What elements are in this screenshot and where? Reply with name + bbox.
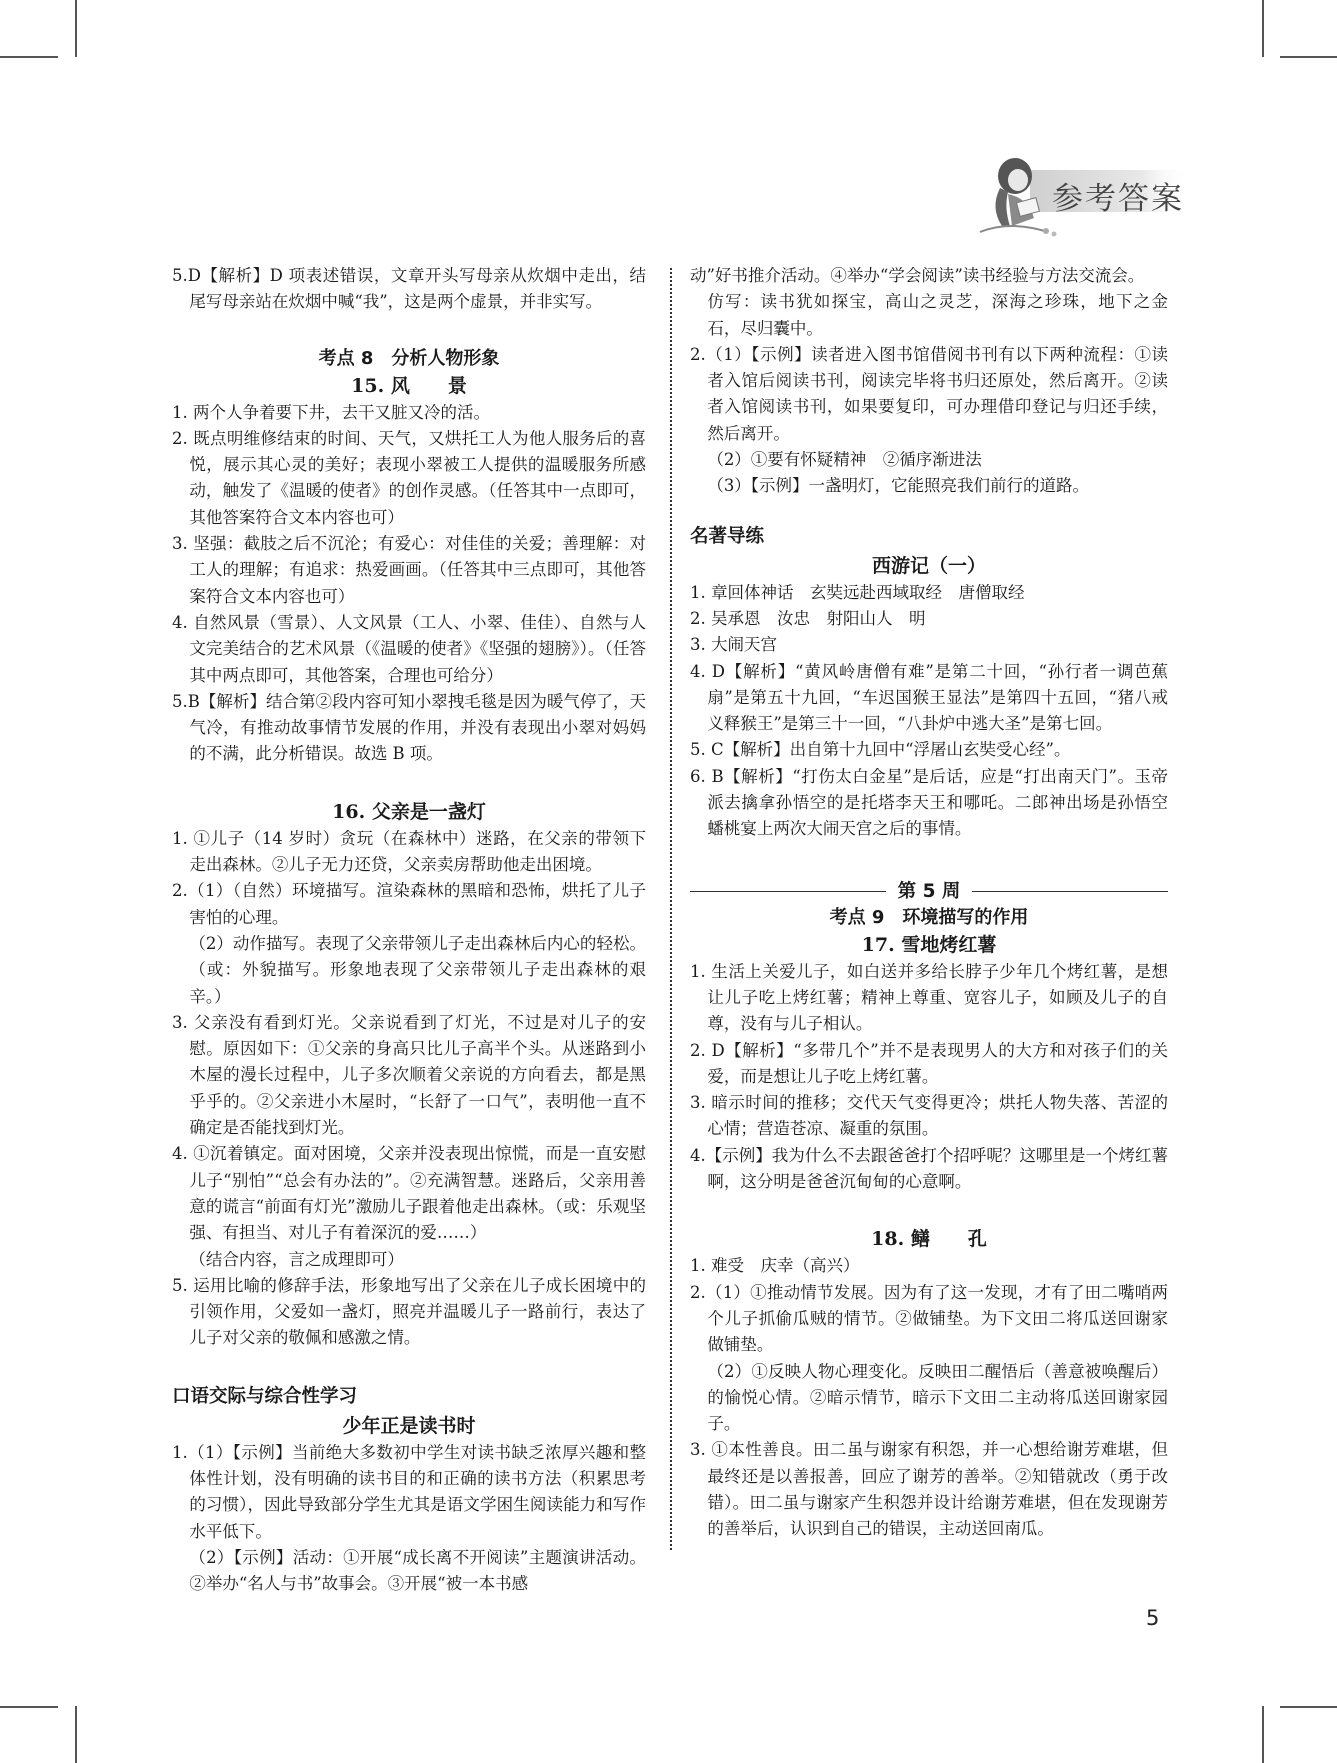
- answer-item: 2. 吴承恩 汝忠 射阳山人 明: [690, 608, 926, 628]
- crop-mark: [1280, 56, 1337, 58]
- answer-subitem: （3）【示例】一盏明灯，它能照亮我们前行的道路。: [707, 476, 1090, 496]
- answer-item: 2. 既点明维修结束的时间、天气，又烘托工人为他人服务后的喜悦，展示其心灵的美好；表现小翠被工人提供的温暖服务所感动，触发了《温暖的使者》的创作灵感。（任答其中一点即可，其他答案符合文本内容也可）: [172, 428, 646, 527]
- answer-item: 2.（1）（自然）环境描写。渲染森林的黑暗和恐怖，烘托了儿子害怕的心理。: [172, 881, 646, 927]
- answer-item: 5.D【解析】D 项表述错误，文章开头写母亲从炊烟中走出，结尾写母亲站在炊烟中喊“我”，这是两个虚景，并非实写。: [172, 266, 646, 312]
- crop-mark: [75, 0, 77, 57]
- article-15-title: 15. 风 景: [351, 374, 467, 397]
- answer-continuation: 动”好书推介活动。④举办“学会阅读”读书经验与方法交流会。: [690, 266, 1145, 285]
- crop-mark: [1262, 1706, 1264, 1763]
- answer-item: 4. 自然风景（雪景）、人文风景（工人、小翠、佳佳）、自然与人文完美结合的艺术风景（《温暖的使者》《坚强的翅膀》）。（任答其中两点即可，其他答案，合理也可给分）: [172, 612, 646, 685]
- article-17-title: 17. 雪地烤红薯: [861, 933, 997, 956]
- crop-mark: [1280, 1706, 1337, 1708]
- answer-item: 2.（1）①推动情节发展。因为有了这一发现，才有了田二嘴哨两个儿子抓偷瓜贼的情节。②做铺垫。为下文田二将瓜送回谢家做铺垫。: [690, 1282, 1168, 1355]
- answer-item: 4.【示例】我为什么不去跟爸爸打个招呼呢？这哪里是一个烤红薯啊，这分明是爸爸沉甸甸的心意啊。: [690, 1145, 1168, 1192]
- answer-subitem: （2）动作描写。表现了父亲带领儿子走出森林后内心的轻松。（或：外貌描写。形象地表现了父亲带领儿子走出森林的艰辛。）: [189, 933, 646, 1006]
- header-title: 参考答案: [1052, 181, 1184, 217]
- answer-item: 2. D【解析】“多带几个”并不是表现男人的大方和对孩子们的关爱，而是想让儿子吃上烤红薯。: [690, 1040, 1168, 1086]
- kaodian-9-heading: 考点 9 环境描写的作用: [829, 906, 1029, 928]
- answer-item: 5. 运用比喻的修辞手法，形象地写出了父亲在儿子成长困境中的引领作用，父爱如一盏灯，照亮并温暖儿子一路前行，表达了儿子对父亲的敬佩和感激之情。: [172, 1275, 646, 1348]
- column-divider: [670, 268, 672, 1550]
- answer-item: 2.（1）【示例】读者进入图书馆借阅书刊有以下两种流程：①读者入馆后阅读书刊，阅读完毕将书归还原处，然后离开。②读者入馆阅读书刊，如果要复印，可办理借印登记与归还手续，然后离开。: [690, 344, 1168, 443]
- answer-subitem: （2）【示例】活动：①开展“成长离不开阅读”主题演讲活动。②举办“名人与书”故事会。③开展“被一本书感: [189, 1547, 646, 1594]
- oral-section-heading: 口语交际与综合性学习: [172, 1385, 358, 1407]
- answer-item: 1. 生活上关爱儿子，如白送并多给长脖子少年几个烤红薯，是想让儿子吃上烤红薯；精神上尊重、宽容儿子，如顾及儿子的自尊，没有与儿子相认。: [690, 961, 1168, 1034]
- answer-item: 1. 章回体神话 玄奘远赴西域取经 唐僧取经: [690, 582, 1025, 602]
- answer-item: 3. 大闹天宫: [690, 635, 777, 655]
- crop-mark: [75, 1706, 77, 1763]
- crop-mark: [0, 56, 58, 58]
- answer-subitem: （结合内容，言之成理即可）: [189, 1249, 404, 1269]
- answer-subitem: （2）①反映人物心理变化。反映田二醒悟后（善意被唤醒后）的愉悦心情。②暗示情节，暗示下文田二主动将瓜送回谢家园子。: [707, 1361, 1168, 1434]
- answer-item: 5.B【解析】结合第②段内容可知小翠拽毛毯是因为暖气停了，天气冷，有推动故事情节发展的作用，并没有表现出小翠对妈妈的不满，此分析错误。故选 B 项。: [172, 691, 646, 764]
- answer-subitem: （2）①要有怀疑精神 ②循序渐进法: [707, 450, 982, 470]
- mingzhu-section-heading: 名著导练: [690, 525, 765, 547]
- answer-item: 3. 暗示时间的推移；交代天气变得更冷；烘托人物失落、苦涩的心情；营造苍凉、凝重的氛围。: [690, 1093, 1168, 1139]
- article-16-title: 16. 父亲是一盏灯: [332, 800, 486, 823]
- article-18-title: 18. 鳝 孔: [871, 1228, 987, 1251]
- answer-item: 5. C【解析】出自第十九回中“浮屠山玄奘受心经”。: [690, 740, 1071, 760]
- week-divider: [690, 879, 1168, 905]
- page-number: 5: [1146, 1606, 1160, 1630]
- left-column: [172, 263, 646, 1597]
- mingzhu-book-title: 西游记（一）: [871, 554, 986, 577]
- answer-item: 6. B【解析】“打伤太白金星”是后话，应是“打出南天门”。玉帝派去擒拿孙悟空的是托塔李天王和哪吒。二郎神出场是孙悟空蟠桃宴上两次大闹天宫之后的事情。: [690, 766, 1168, 839]
- answer-item: 3. 父亲没有看到灯光。父亲说看到了灯光，不过是对儿子的安慰。原因如下：①父亲的身高只比儿子高半个头。从迷路到小木屋的漫长过程中，儿子多次顺着父亲说的方向看去，都是黑乎乎的。②父亲进小木屋时，“长舒了一口气”，表明他一直不确定是否能找到灯光。: [172, 1012, 646, 1138]
- answer-item: 3. ①本性善良。田二虽与谢家有积怨，并一心想给谢芳难堪，但最终还是以善报善，回应了谢芳的善举。②知错就改（勇于改错）。田二虽与谢家产生积怨并设计给谢芳难堪，但在发现谢芳的善举后，认识到自己的错误，主动送回南瓜。: [690, 1440, 1168, 1539]
- week-label: 第 5 周: [897, 880, 961, 902]
- answer-item: 1.（1）【示例】当前绝大多数初中学生对读书缺乏浓厚兴趣和整体性计划，没有明确的读书目的和正确的读书方法（积累思考的习惯），因此导致部分学生尤其是语文学困生阅读能力和写作水平低下。: [172, 1442, 646, 1541]
- answer-subitem: 仿写：读书犹如探宝，高山之灵芝，深海之珍珠，地下之金石，尽归囊中。: [707, 292, 1168, 338]
- answer-item: 4. ①沉着镇定。面对困境，父亲并没表现出惊慌，而是一直安慰儿子“别怕”“总会有办法的”。②充满智慧。迷路后，父亲用善意的谎言“前面有灯光”激励儿子跟着他走出森林。（或：乐观坚强、有担当、对儿子有着深沉的爱……）: [172, 1144, 646, 1243]
- answer-item: 3. 坚强：截肢之后不沉沦；有爱心：对佳佳的关爱；善理解：对工人的理解；有追求：热爱画画。（任答其中三点即可，其他答案符合文本内容也可）: [172, 534, 646, 606]
- answer-item: 1. 两个人争着要下井，去干又脏又冷的活。: [172, 402, 490, 422]
- right-column: [690, 263, 1168, 1543]
- answer-item: 1. 难受 庆幸（高兴）: [690, 1256, 860, 1276]
- crop-mark: [1262, 0, 1264, 57]
- kaodian-8-heading: 考点 8 分析人物形象: [318, 347, 500, 369]
- answer-item: 4. D【解析】“黄风岭唐僧有难”是第二十回，“孙行者一调芭蕉扇”是第五十九回，“车迟国猴王显法”是第四十五回，“猪八戒义释猴王”是第三十一回，“八卦炉中逃大圣”是第七回。: [690, 661, 1168, 734]
- answer-item: 1. ①儿子（14 岁时）贪玩（在森林中）迷路，在父亲的带领下走出森林。②儿子无力还贷，父亲卖房帮助他走出困境。: [172, 828, 646, 875]
- oral-topic-title: 少年正是读书时: [342, 1414, 476, 1437]
- crop-mark: [0, 1706, 58, 1708]
